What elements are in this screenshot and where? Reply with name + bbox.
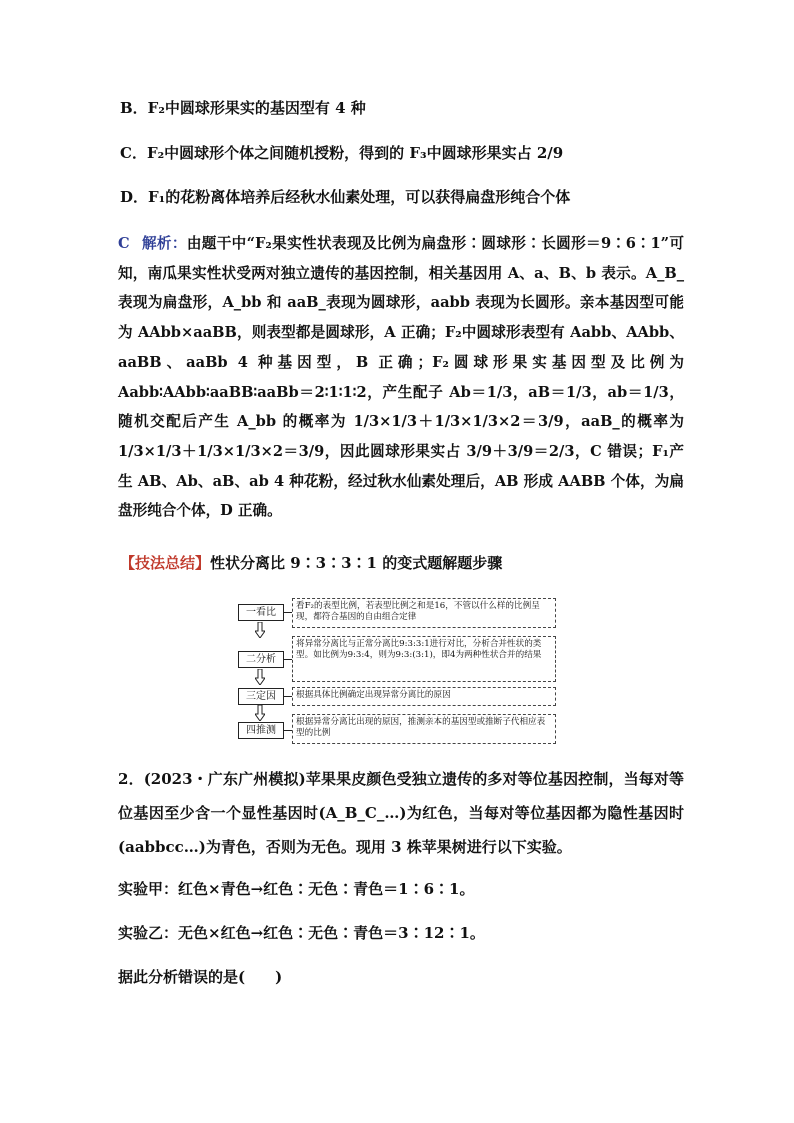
answer-text: 由题干中“F₂果实性状表现及比例为扁盘形∶圆球形∶长圆形＝9∶6∶1”可知，南瓜果实性状受两对独立遗传的基因控制，相关基因用 A、a、B、b 表示。A_B_表现为扁盘形，A_bb 和 aaB_表现为圆球形，aabb 表现为长圆形。亲本基因型可能为 AAbb×aaBB，则表型都是圆球形，A 正确；F₂中圆球形表型有 Aabb、AAbb、aaBB、aaBb 4 种基因型，B 正确；F₂圆球形果实基因型及比例为 Aabb∶AAbb∶aaBB∶aaBb＝2∶1∶1∶2，产生配子 Ab＝1/3，aB＝1/3，ab＝1/3，随机交配后产生 A_bb 的概率为 1/3×1/3＋1/3×1/3×2＝3/9，aaB_的概率为 1/3×1/3＋1/3×1/3×2＝3/9，因此圆球形果实占 3/9＋3/9＝2/3，C 错误；F₁产生 AB、Ab、aB、ab 4 种花粉，经过秋水仙素处理后，AB 形成 AABB 个体，为扁盘形纯合个体，D 正确。 [118,235,684,520]
step-box-4: 四推测 [238,722,284,739]
step-desc-1: 看F₂的表型比例，若表型比例之和是16，不管以什么样的比例呈现，都符合基因的自由组合定律 [292,598,556,628]
answer-label: 解析： [141,235,187,252]
connector-2 [283,659,292,660]
connector-3 [283,696,292,697]
option-c: C．F₂中圆球形个体之间随机授粉，得到的 F₃中圆球形果实占 2/9 [120,144,564,162]
answer-explanation [118,229,684,526]
experiment-b: 实验乙：无色×红色→红色∶无色∶青色＝3∶12∶1。 [118,924,485,942]
step-desc-3: 根据具体比例确定出现异常分离比的原因 [292,687,556,706]
experiment-a: 实验甲：红色×青色→红色∶无色∶青色＝1∶6∶1。 [118,880,475,898]
option-b: B．F₂中圆球形果实的基因型有 4 种 [120,99,366,117]
down-arrow-icon [255,705,265,721]
step-desc-2: 将异常分离比与正常分离比9:3:3:1进行对比，分析合并性状的类型。如比例为9:3:4，则为9:3:(3:1)，即4为两种性状合并的结果 [292,636,556,682]
technique-summary-heading [120,553,502,573]
step-box-2: 二分析 [238,651,284,668]
question-2 [118,762,684,994]
step-box-3: 三定因 [238,688,284,705]
down-arrow-icon [255,622,265,638]
option-d: D．F₁的花粉离体培养后经秋水仙素处理，可以获得扁盘形纯合个体 [120,188,571,206]
connector-1 [283,612,292,613]
summary-title: 性状分离比 9∶3∶3∶1 的变式题解题步骤 [210,554,503,572]
connector-4 [283,730,292,731]
summary-tag: 【技法总结】 [120,554,211,572]
question-2-intro: 2．(2023・广东广州模拟)苹果果皮颜色受独立遗传的多对等位基因控制，当每对等位基因至少含一个显性基因时(A_B_C_…)为红色，当每对等位基因都为隐性基因时(aabbcc…)为青色，否则为无色。现用 3 株苹果树进行以下实验。 [118,770,684,856]
question-2-prompt: 据此分析错误的是( ) [118,968,283,986]
step-box-1: 一看比 [238,604,284,621]
down-arrow-icon [255,669,265,685]
answer-letter: C [118,235,130,252]
step-desc-4: 根据异常分离比出现的原因，推测亲本的基因型或推断子代相应表型的比例 [292,714,556,744]
solution-steps-diagram [238,596,558,746]
